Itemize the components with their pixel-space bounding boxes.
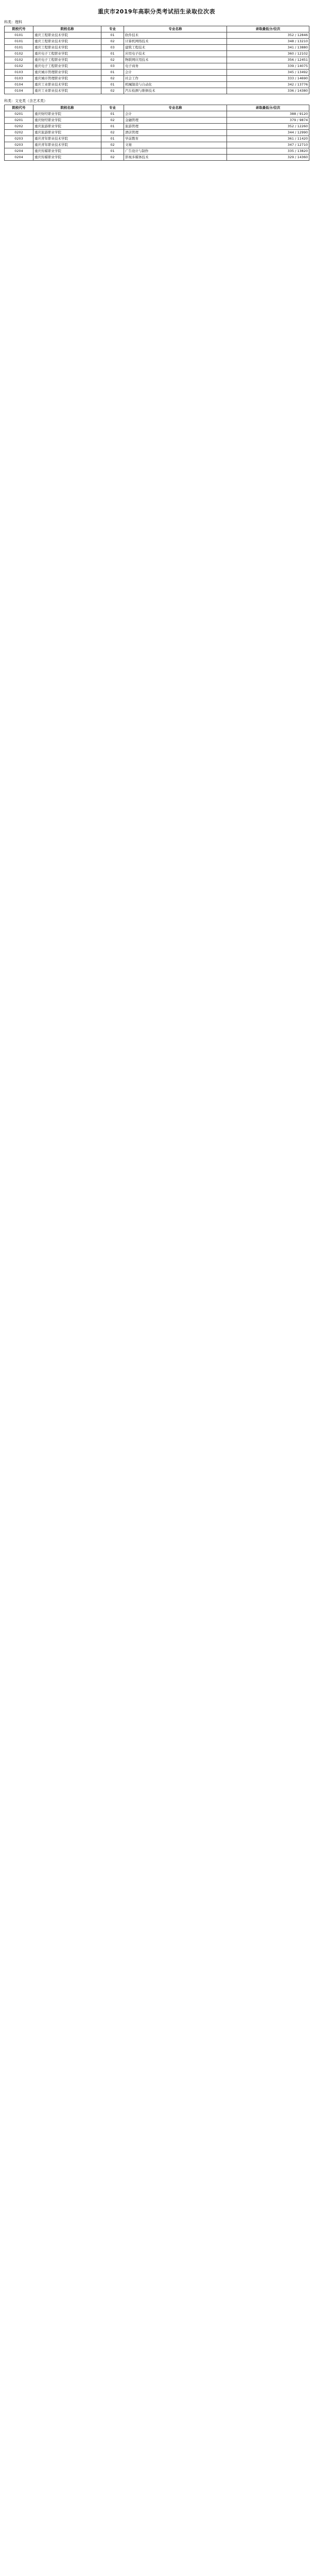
cell-major-code: 01 bbox=[101, 148, 124, 155]
cell-school-name: 重庆工程职业技术学院 bbox=[33, 32, 101, 39]
cell-school-name: 重庆工程职业技术学院 bbox=[33, 39, 101, 45]
cell-score: 356 / 12451 bbox=[227, 57, 309, 63]
table-row bbox=[5, 39, 309, 45]
table-row bbox=[5, 32, 309, 39]
table-block-2 bbox=[4, 105, 309, 161]
cell-major-name: 旅游管理 bbox=[124, 124, 227, 130]
cell-major-code: 01 bbox=[101, 124, 124, 130]
score-table-1 bbox=[4, 26, 309, 94]
cell-major-code: 02 bbox=[101, 76, 124, 82]
col-header-score: 录取最低分/位次 bbox=[227, 26, 309, 32]
cell-major-code: 03 bbox=[101, 45, 124, 51]
cell-school-code: 0103 bbox=[5, 70, 33, 76]
table-row bbox=[5, 136, 309, 142]
score-table-2 bbox=[4, 105, 309, 161]
table-body-1 bbox=[5, 32, 309, 94]
section-2-label: 科类：文史类（含艺术类） bbox=[4, 99, 47, 103]
cell-school-name: 重庆电子工程职业学院 bbox=[33, 57, 101, 63]
document-subhead bbox=[4, 20, 309, 25]
cell-major-code: 02 bbox=[101, 117, 124, 124]
cell-major-name: 文秘 bbox=[124, 142, 227, 148]
table-row bbox=[5, 82, 309, 88]
cell-major-code: 02 bbox=[101, 88, 124, 94]
cell-score: 388 / 9120 bbox=[227, 111, 309, 117]
col-header-school: 院校名称 bbox=[33, 26, 101, 32]
col-header-major-code: 专业 bbox=[101, 105, 124, 111]
cell-major-name: 物联网应用技术 bbox=[124, 57, 227, 63]
cell-score: 336 / 14380 bbox=[227, 88, 309, 94]
table-header-row bbox=[5, 26, 309, 32]
col-header-major-code: 专业 bbox=[101, 26, 124, 32]
document-page bbox=[4, 0, 309, 165]
subtitle-left: 科类：理科 bbox=[4, 20, 22, 24]
cell-major-name: 影视多媒体技术 bbox=[124, 155, 227, 161]
table-row bbox=[5, 111, 309, 117]
cell-school-name: 重庆财经职业学院 bbox=[33, 117, 101, 124]
cell-score: 345 / 13492 bbox=[227, 70, 309, 76]
cell-score: 352 / 12846 bbox=[227, 32, 309, 39]
cell-major-code: 02 bbox=[101, 57, 124, 63]
cell-school-name: 重庆传媒职业学院 bbox=[33, 148, 101, 155]
cell-score: 335 / 13820 bbox=[227, 148, 309, 155]
document-title: 重庆市2019年高职分类考试招生录取位次表 bbox=[97, 8, 216, 15]
cell-school-code: 0201 bbox=[5, 111, 33, 117]
cell-major-name: 酒店管理 bbox=[124, 130, 227, 136]
table-row bbox=[5, 51, 309, 57]
cell-major-code: 01 bbox=[101, 82, 124, 88]
cell-major-code: 01 bbox=[101, 111, 124, 117]
cell-major-code: 03 bbox=[101, 63, 124, 70]
cell-major-name: 广告设计与制作 bbox=[124, 148, 227, 155]
col-header-major-name: 专业名称 bbox=[124, 105, 227, 111]
cell-score: 344 / 12990 bbox=[227, 130, 309, 136]
cell-score: 379 / 9874 bbox=[227, 117, 309, 124]
col-header-code: 院校代号 bbox=[5, 105, 33, 111]
cell-major-name: 会计 bbox=[124, 111, 227, 117]
cell-school-name: 重庆青年职业技术学院 bbox=[33, 142, 101, 148]
table-row bbox=[5, 45, 309, 51]
cell-score: 341 / 13880 bbox=[227, 45, 309, 51]
table-row bbox=[5, 63, 309, 70]
cell-major-code: 02 bbox=[101, 130, 124, 136]
cell-school-code: 0203 bbox=[5, 142, 33, 148]
cell-school-code: 0104 bbox=[5, 82, 33, 88]
cell-school-name: 重庆电子工程职业学院 bbox=[33, 51, 101, 57]
col-header-code: 院校代号 bbox=[5, 26, 33, 32]
cell-score: 361 / 11420 bbox=[227, 136, 309, 142]
cell-school-code: 0204 bbox=[5, 155, 33, 161]
cell-major-name: 会计 bbox=[124, 70, 227, 76]
cell-school-name: 重庆城市管理职业学院 bbox=[33, 76, 101, 82]
cell-school-code: 0202 bbox=[5, 124, 33, 130]
cell-school-code: 0101 bbox=[5, 39, 33, 45]
cell-major-name: 汽车检测与维修技术 bbox=[124, 88, 227, 94]
table-row bbox=[5, 88, 309, 94]
cell-school-code: 0204 bbox=[5, 148, 33, 155]
cell-score: 339 / 14075 bbox=[227, 63, 309, 70]
cell-school-name: 重庆城市管理职业学院 bbox=[33, 70, 101, 76]
cell-major-code: 01 bbox=[101, 32, 124, 39]
col-header-score: 录取最低分/位次 bbox=[227, 105, 309, 111]
cell-school-code: 0103 bbox=[5, 76, 33, 82]
cell-major-code: 02 bbox=[101, 39, 124, 45]
cell-school-code: 0101 bbox=[5, 45, 33, 51]
cell-school-name: 重庆工业职业技术学院 bbox=[33, 82, 101, 88]
table-row bbox=[5, 70, 309, 76]
cell-school-code: 0102 bbox=[5, 51, 33, 57]
cell-school-name: 重庆旅游职业学院 bbox=[33, 124, 101, 130]
cell-major-code: 02 bbox=[101, 155, 124, 161]
cell-school-name: 重庆传媒职业学院 bbox=[33, 155, 101, 161]
cell-score: 333 / 14690 bbox=[227, 76, 309, 82]
cell-school-code: 0102 bbox=[5, 57, 33, 63]
cell-score: 360 / 12102 bbox=[227, 51, 309, 57]
cell-school-name: 重庆工程职业技术学院 bbox=[33, 45, 101, 51]
cell-major-name: 计算机网络技术 bbox=[124, 39, 227, 45]
table-body-2 bbox=[5, 111, 309, 161]
cell-major-code: 02 bbox=[101, 142, 124, 148]
table-block-1 bbox=[4, 26, 309, 94]
table-row bbox=[5, 76, 309, 82]
cell-school-name: 重庆工业职业技术学院 bbox=[33, 88, 101, 94]
cell-major-code: 01 bbox=[101, 51, 124, 57]
cell-major-name: 学前教育 bbox=[124, 136, 227, 142]
cell-major-name: 金融管理 bbox=[124, 117, 227, 124]
cell-major-name: 建筑工程技术 bbox=[124, 45, 227, 51]
cell-school-name: 重庆青年职业技术学院 bbox=[33, 136, 101, 142]
cell-score: 342 / 13776 bbox=[227, 82, 309, 88]
cell-school-code: 0104 bbox=[5, 88, 33, 94]
cell-score: 352 / 12260 bbox=[227, 124, 309, 130]
col-header-school: 院校名称 bbox=[33, 105, 101, 111]
col-header-major-name: 专业名称 bbox=[124, 26, 227, 32]
table-header-row bbox=[5, 105, 309, 111]
cell-school-code: 0201 bbox=[5, 117, 33, 124]
cell-major-name: 应用电子技术 bbox=[124, 51, 227, 57]
table-row bbox=[5, 148, 309, 155]
table-row bbox=[5, 142, 309, 148]
table-row bbox=[5, 130, 309, 136]
cell-major-code: 01 bbox=[101, 70, 124, 76]
cell-school-name: 重庆财经职业学院 bbox=[33, 111, 101, 117]
cell-major-name: 机械制造与自动化 bbox=[124, 82, 227, 88]
cell-score: 347 / 12710 bbox=[227, 142, 309, 148]
cell-school-code: 0202 bbox=[5, 130, 33, 136]
table-row bbox=[5, 155, 309, 161]
cell-score: 348 / 13210 bbox=[227, 39, 309, 45]
cell-school-code: 0203 bbox=[5, 136, 33, 142]
cell-major-name: 社会工作 bbox=[124, 76, 227, 82]
cell-school-code: 0102 bbox=[5, 63, 33, 70]
cell-school-name: 重庆旅游职业学院 bbox=[33, 130, 101, 136]
cell-major-name: 电子商务 bbox=[124, 63, 227, 70]
table-row bbox=[5, 124, 309, 130]
cell-school-code: 0101 bbox=[5, 32, 33, 39]
table-row bbox=[5, 117, 309, 124]
cell-school-name: 重庆电子工程职业学院 bbox=[33, 63, 101, 70]
table-row bbox=[5, 57, 309, 63]
cell-score: 329 / 14360 bbox=[227, 155, 309, 161]
cell-major-code: 01 bbox=[101, 136, 124, 142]
cell-major-name: 软件技术 bbox=[124, 32, 227, 39]
